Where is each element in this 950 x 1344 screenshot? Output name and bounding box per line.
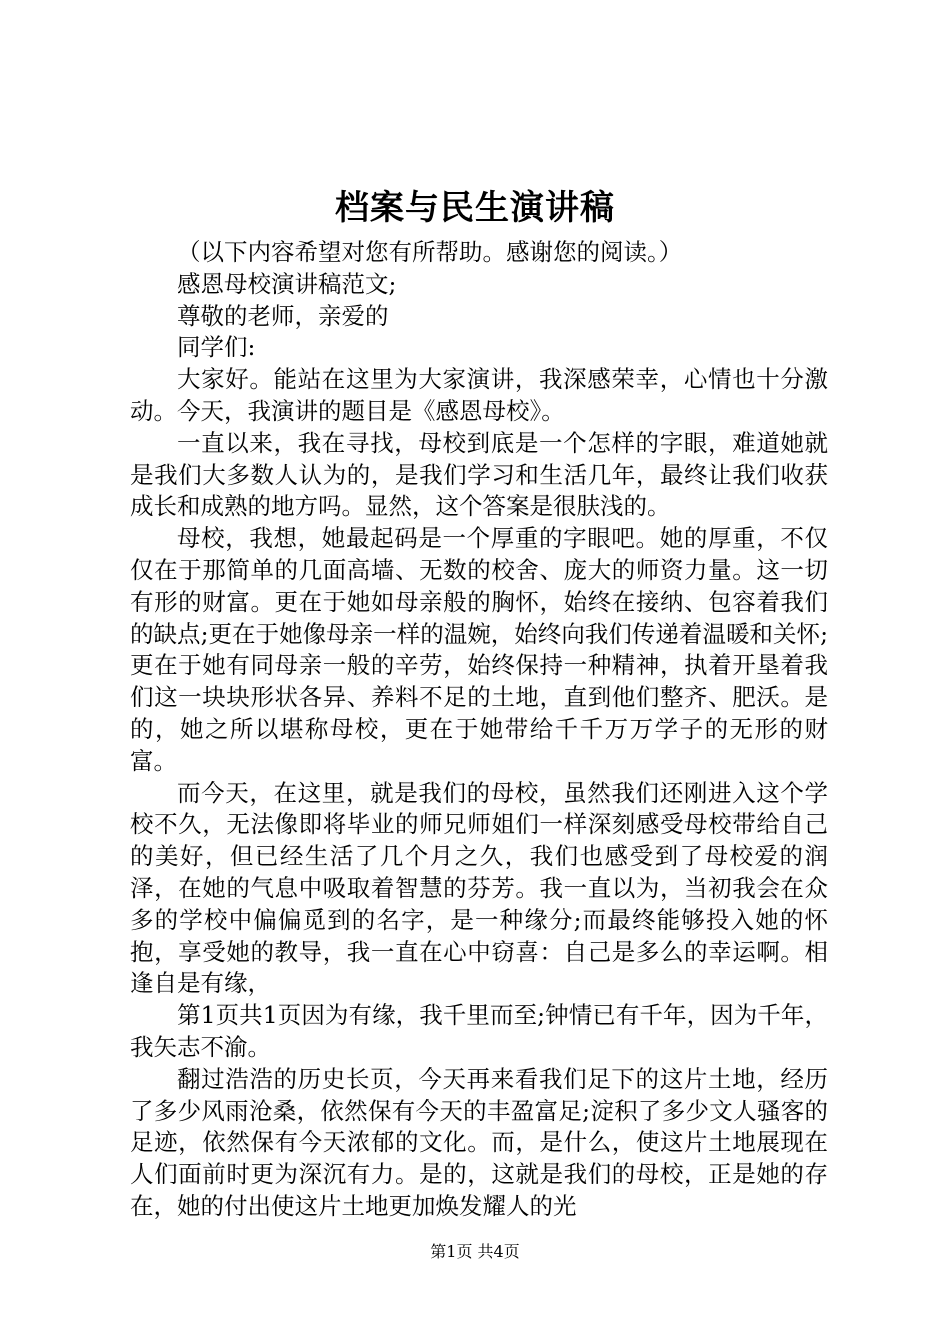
- salutation-line-2: 同学们:: [177, 333, 256, 362]
- body-paragraph: 一直以来，我在寻找，母校到底是一个怎样的字眼，难道她就是我们大多数人认为的，是我们学习和生活几年，最终让我们收获成长和成熟的地方吗。显然，这个答案是很肤浅的。: [130, 428, 828, 521]
- body-paragraph: 大家好。能站在这里为大家演讲，我深感荣幸，心情也十分激动。今天，我演讲的题目是《感恩母校》。: [130, 365, 828, 425]
- body-paragraph: 翻过浩浩的历史长页，今天再来看我们足下的这片土地，经历了多少风雨沧桑，依然保有今天的丰盈富足;淀积了多少文人骚客的足迹，依然保有今天浓郁的文化。而，是什么，使这片土地展现在人们面前时更为深沉有力。是的，这就是我们的母校，正是她的存在，她的付出使这片土地更加焕发耀人的光: [130, 1064, 828, 1220]
- salutation-line-1: 尊敬的老师，亲爱的: [177, 301, 389, 330]
- speech-subtitle: 感恩母校演讲稿范文;: [177, 269, 397, 298]
- body-paragraph: 母校，我想，她最起码是一个厚重的字眼吧。她的厚重，不仅仅在于那简单的几面高墙、无数的校舍、庞大的师资力量。这一切有形的财富。更在于她如母亲般的胸怀，始终在接纳、包容着我们的缺点;更在于她像母亲一样的温婉，始终向我们传递着温暖和关怀;更在于她有同母亲一般的辛劳，始终保持一种精神，执着开垦着我们这一块块形状各异、养料不足的土地，直到他们整齐、肥沃。是的，她之所以堪称母校，更在于她带给千千万万学子的无形的财富。: [130, 524, 828, 775]
- body-paragraph: 而今天，在这里，就是我们的母校，虽然我们还刚进入这个学校不久，无法像即将毕业的师兄师姐们一样深刻感受母校带给自己的美好，但已经生活了几个月之久，我们也感受到了母校爱的润泽，在她的气息中吸取着智慧的芬芳。我一直以为，当初我会在众多的学校中偏偏觅到的名字，是一种缘分;而最终能够投入她的怀抱，享受她的教导，我一直在心中窃喜：自己是多么的幸运啊。相逢自是有缘，: [130, 778, 828, 998]
- document-title: 档案与民生演讲稿: [335, 188, 615, 228]
- intro-note: （以下内容希望对您有所帮助。感谢您的阅读。）: [177, 238, 683, 266]
- page-number-footer: 第1页 共4页: [430, 1242, 520, 1261]
- body-paragraph: 第1页共1页因为有缘，我千里而至;钟情已有千年，因为千年，我矢志不渝。: [130, 1001, 828, 1061]
- document-body: [130, 237, 828, 1223]
